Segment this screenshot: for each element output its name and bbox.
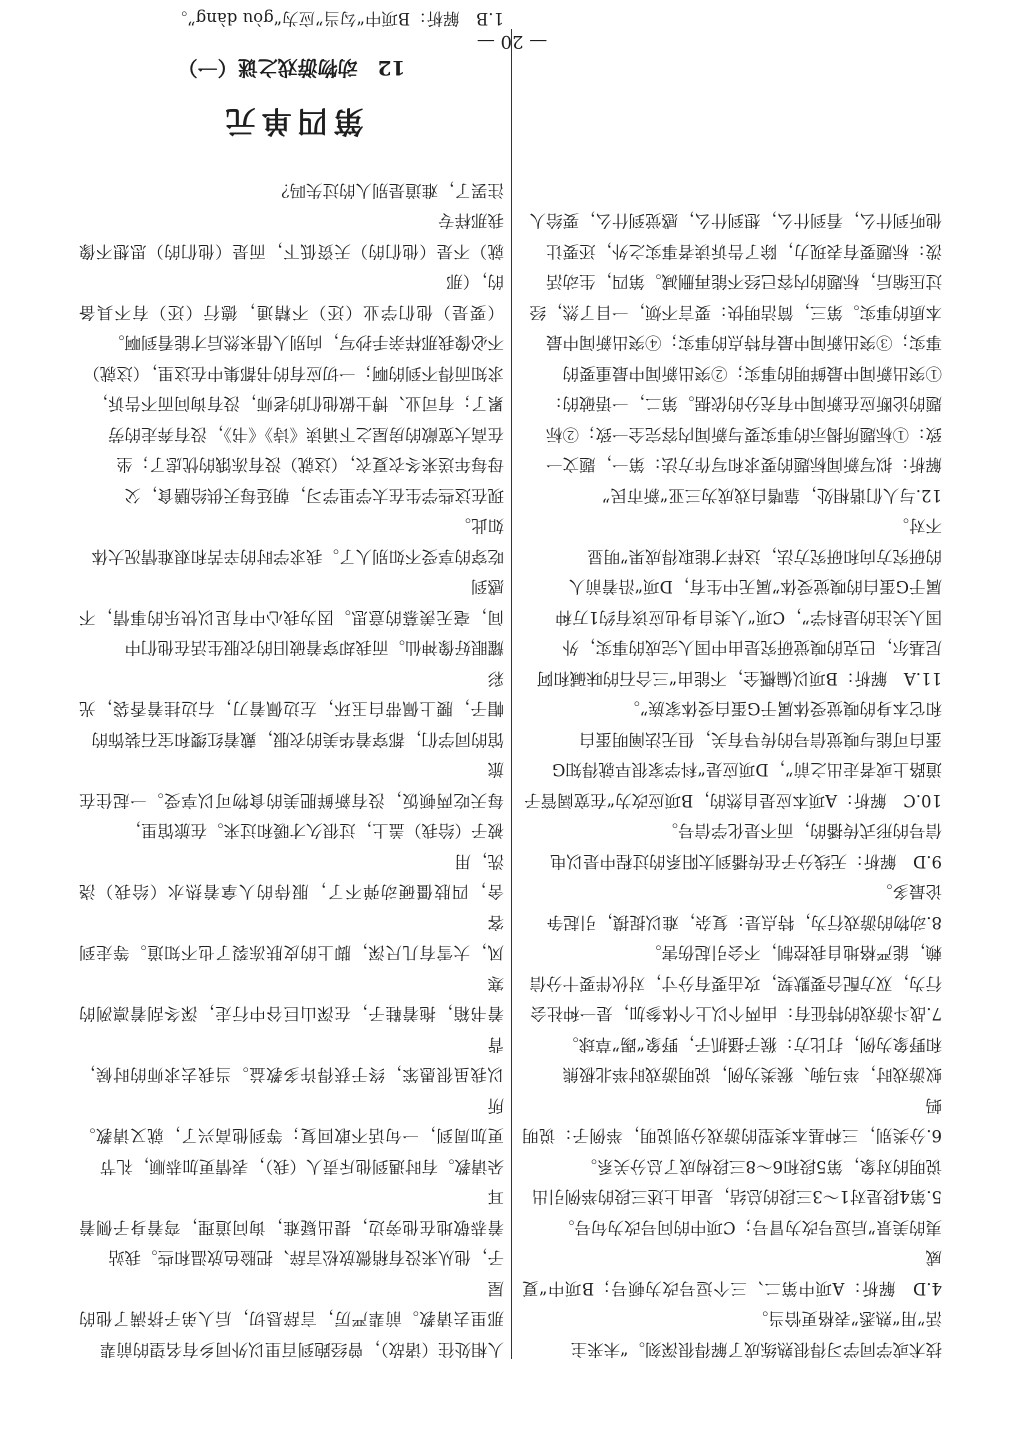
right-column-line: 注罢了，难道是别人的过失吗？	[273, 181, 504, 200]
column-divider	[511, 29, 512, 1359]
right-column-line: 人相处往（诸故），曾经跑到百里以外同乡有名望的前辈	[99, 1340, 504, 1359]
left-column-line: 赖，能严格地自我控制，不会引起伤害。	[645, 943, 942, 963]
left-column-line: 属于G蛋白的嗅觉受体”属无中生有，D项“沿着前人	[568, 577, 942, 597]
left-column-line: 的研究方向和研究方法，这样才能取得成果”明显	[587, 547, 942, 566]
right-column-line: 现在这些学生在太学里学习，朝廷每天供给膳食，父	[124, 486, 504, 505]
left-column-line: 7.战斗游戏的特征有：由两个以上个体参加，是一种社会	[530, 1004, 942, 1024]
right-column-line: 每天吃两顿饭，没有新鲜肥美的食物可以享受。一起住在旅	[79, 760, 504, 810]
right-column-line: 母每年送来冬衣夏衣，（这就）没有冻饿的忧虑了；坐	[116, 455, 504, 475]
left-column-line: 9.D 解析：无线分子在传播到太阳系的过程中是以电	[550, 852, 942, 871]
right-column-line: 如此。	[454, 516, 504, 536]
right-column-line: 风，大雪有几尺深，脚上的皮肤冻裂了也不知道。等走到客	[79, 913, 504, 963]
left-column-line: 过压缩后，标题的内容已经不能再删减。第四，生动活	[546, 272, 942, 292]
answer-line	[79, 0, 504, 3]
right-column-text	[79, 175, 504, 1365]
right-column-line: 在高大宽敞的房屋之下诵读《诗》《书》，没有奔走的劳	[108, 425, 504, 444]
left-column-line: 11.A 解析：B项以偏概全，不能由“三合石的味碱和阿	[536, 669, 942, 688]
left-column-line: 活”用“熟悉”表格更恰当。	[751, 1309, 942, 1329]
right-column-line: 帽子，腰上佩带白玉环，左边佩着刀，右边挂着香袋，光彩	[79, 669, 504, 719]
left-column-line: 解析：拟写新闻标题的要求和写作方法：第一，题文一	[546, 455, 942, 475]
left-column-line: 题的论断应在新闻中有充分的依据。第二，一语破的：	[546, 394, 942, 414]
answer-line: 1.B 解析：B项中“勾当”应为“gòu dàng”。	[170, 9, 504, 29]
right-column-line: 朵请教。有时遇到他斥责人（我），表情更加恭顺，礼节	[99, 1157, 504, 1176]
left-column-line: 和它本身的嗅觉受体属于G蛋白受体家族”。	[623, 699, 942, 719]
left-column-line: 10.C 解析：A项本应是自然的，B项应改为“在宽阔管子	[524, 791, 942, 810]
left-column-line: 蚁游戏时，举马驹、猴类为例，说明游戏时举北极熊	[562, 1065, 942, 1085]
right-column-line: 更加周到，一句话不敢回复；等到他高兴了，就又请教。所	[79, 1096, 504, 1146]
right-column-line: 子，他从来没有稍微放松言辞、把脸色放温和些。我站	[108, 1248, 504, 1268]
right-column-line: 以我虽很愚笨，终于获得许多教益。当我去求师的时候，背	[79, 1035, 504, 1085]
left-column-line: 他听到什么，看到什么，想到什么，感觉到什么，要给人	[529, 211, 942, 231]
left-column-line: 论最多。	[876, 882, 942, 902]
left-column-line: 事实；③突出新闻中最有特点的事实；④突出新闻中最	[546, 333, 942, 353]
left-column-line: 信号的形式传播的，而不是化学信号。	[661, 821, 942, 841]
right-column-line: 累了；有司业、博士做他们的老师，没有询问而不告诉，	[91, 394, 504, 414]
left-column-line: 12.与人们谐相处，靠嗜白戏成为三亚“新市民”	[601, 486, 942, 505]
left-column-line: 5.第4段是对1～3三段的总结，是由上述三段的举例引出	[531, 1187, 942, 1207]
left-column-line: 和野象为例，打比方：猴子搔抓子，野象“踢”草球。	[562, 1035, 942, 1054]
unit-title: 第四单元	[219, 103, 364, 139]
left-column-line: 蛋白可能与嗅觉信号的传导有关，但无法阐明蛋白	[579, 730, 942, 749]
left-column-line: 泼：标题要有表现力，除了告诉读者事实之外，还要让	[546, 242, 942, 261]
left-column-line: ①突出新闻中最鲜明的事实；②突出新闻中最重要的	[562, 364, 942, 383]
left-column-line: 致：①标题所揭示的事实要与新闻内容完全一致；②标	[546, 425, 942, 444]
right-column-line: 间，毫无羡慕的意思。因为我心中有足以快乐的事情，不感到	[79, 577, 504, 627]
right-column-line: 求知而得不到的啊；一切应有的书都集中在这里，（这就）	[83, 364, 504, 383]
right-column-line: 吃穿的享受不如别人了。我求学时的辛苦和艰难情况大体	[91, 547, 504, 566]
lesson-title: 12 动物游戏之谜（一）	[177, 56, 406, 81]
right-column-line: 舍，四肢僵硬动弹不了，服侍的人拿着热水（给我）浇洗，用	[79, 852, 504, 902]
left-column-line: 夷的美景”后逗号改为冒号；C项中的问号改为句号。	[557, 1218, 942, 1237]
right-column-line: 馆的同学们，都穿着华美的衣服，戴着红缨和宝石装饰的	[91, 730, 504, 749]
page-number: — 20 —	[476, 31, 548, 52]
right-column	[79, 0, 504, 1364]
left-column-line: 道路上或者走出之前”，D项应是“科学家很早就得知G	[552, 760, 942, 780]
left-column-line: 行为，双方配合要默契，攻击要有分寸，对伙伴要十分信	[529, 974, 942, 993]
left-column-line: 说明的对象，第5段和6～8三段构成了总分关系。	[580, 1157, 942, 1176]
left-column-line: 不对。	[892, 516, 942, 536]
answer-list	[79, 0, 504, 34]
left-column-line: 6.分类别，三种基本类型的游戏分别说明，举例子：说明蚂	[522, 1096, 942, 1146]
right-column-line: 就）不是（他们的）天资低下，而是（他们的）思想不像我那样专	[79, 211, 504, 261]
right-column-line: 被子（给我）盖上，过很久才暖和过来。在旅馆里，	[124, 821, 504, 841]
left-column-line: 尼基尔，巴克的嗅觉研究是由中国人完成的事实，外	[562, 638, 942, 658]
left-column	[522, 205, 942, 1364]
right-column-line: 那里去请教。前辈严厉，言辞恳切，后人弟子挤满了他的屋	[79, 1279, 504, 1329]
left-column-line: 8.动物的游戏行为，特点是：复杂，难以捉摸，引起争	[546, 913, 942, 932]
left-column-line: 本质的事实。第三，简洁明快：要言不烦，一目了然，经	[529, 303, 942, 322]
right-column-line: 着恭敬地在他旁边，提出疑难，询问道理，弯着身子侧着耳	[79, 1187, 504, 1237]
right-column-line: （要是）他们学业（还）不精通，德行（还）有不具备的，（那	[79, 272, 504, 322]
left-column-line: 国人关注的是科学”，C项“人类自身也应该有约1万种	[555, 608, 942, 627]
left-column-line: 4.D 解析：A项中第二、三个逗号改为顿号；B项中“夏威	[522, 1248, 942, 1298]
right-column-line: 着书箱，拖着鞋子，在深山巨谷中行走，深冬刮着凛冽的寒	[79, 974, 504, 1024]
left-column-line: 技术或学同学习得很熟练成了解得很深刻。“未来主	[570, 1340, 942, 1359]
right-column-line: 耀眼好像神仙。而我却穿着破旧的衣服生活在他们中	[124, 638, 504, 658]
right-column-line: 不必像我那样亲手抄写，向别人借来然后才能看到啊。	[108, 333, 504, 353]
